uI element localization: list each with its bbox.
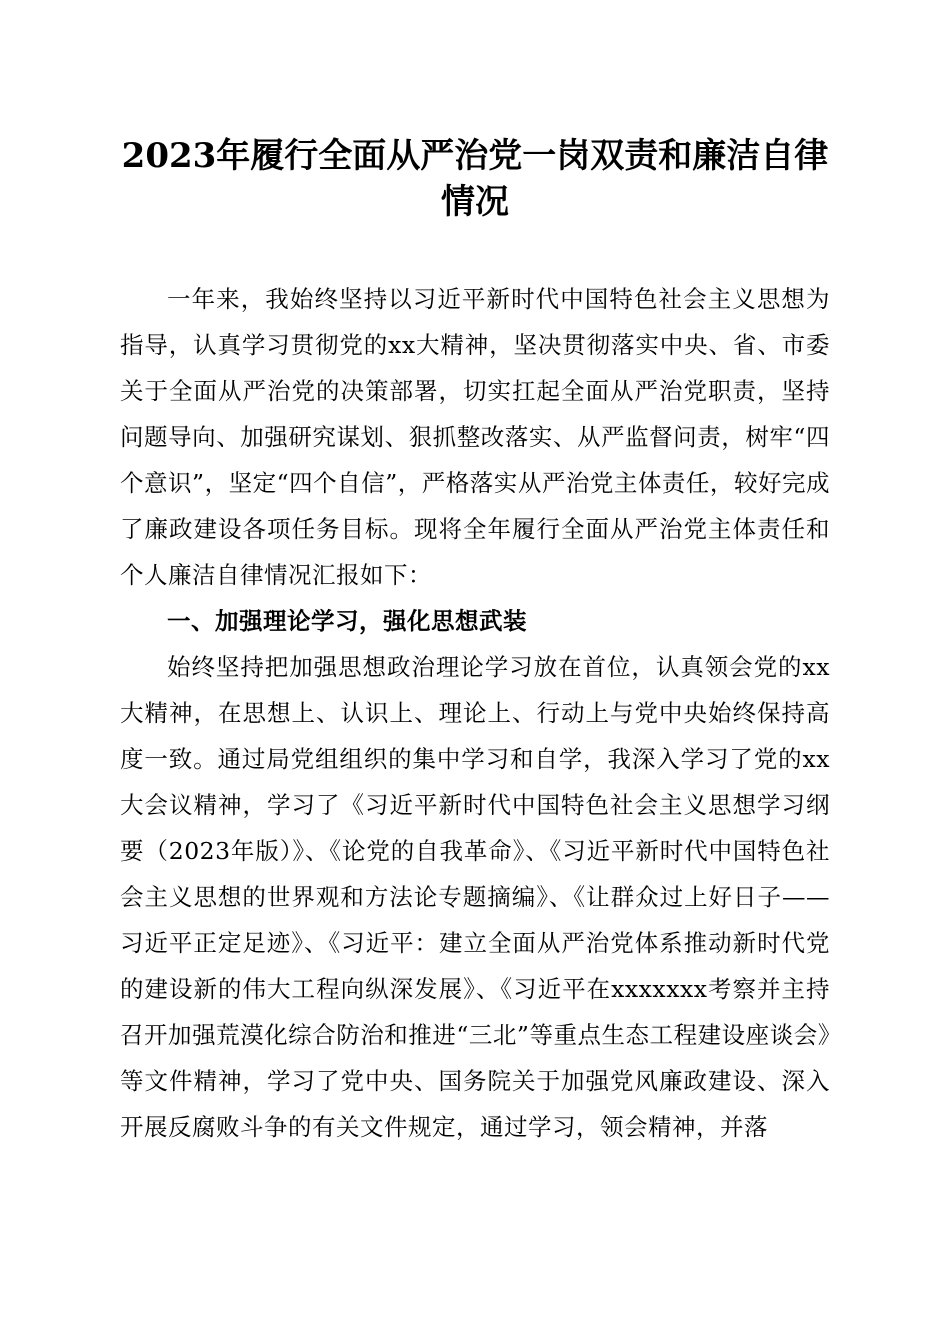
intro-paragraph: 一年来，我始终坚持以习近平新时代中国特色社会主义思想为指导，认真学习贯彻党的xx大精神，坚决贯彻落实中央、省、市委关于全面从严治党的决策部署，切实扛起全面从严治党职责，坚持问题导向、加强研究谋划、狠抓整改落实、从严监督问责，树牢“四个意识”，坚定“四个自信”，严格落实从严治党主体责任，较好完成了廉政建设各项任务目标。现将全年履行全面从严治党主体责任和个人廉洁自律情况汇报如下：	[120, 285, 830, 589]
document-title: 2023年履行全面从严治党一岗双责和廉洁自律情况	[121, 136, 829, 222]
document-body	[120, 276, 830, 1150]
section-1-paragraph: 始终坚持把加强思想政治理论学习放在首位，认真领会党的xx大精神，在思想上、认识上、理论上、行动上与党中央始终保持高度一致。通过局党组组织的集中学习和自学，我深入学习了党的xx大会议精神，学习了《习近平新时代中国特色社会主义思想学习纲要（2023年版）》、《论党的自我革命》、《习近平新时代中国特色社会主义思想的世界观和方法论专题摘编》、《让群众过上好日子——习近平正定足迹》、《习近平：建立全面从严治党体系推动新时代党的建设新的伟大工程向纵深发展》、《习近平在xxxxxxx考察并主持召开加强荒漠化综合防治和推进“三北”等重点生态工程建设座谈会》等文件精神，学习了党中央、国务院关于加强党风廉政建设、深入开展反腐败斗争的有关文件规定，通过学习，领会精神，并落	[120, 653, 830, 1141]
section-1-heading: 一、加强理论学习，强化思想武装	[167, 607, 527, 635]
